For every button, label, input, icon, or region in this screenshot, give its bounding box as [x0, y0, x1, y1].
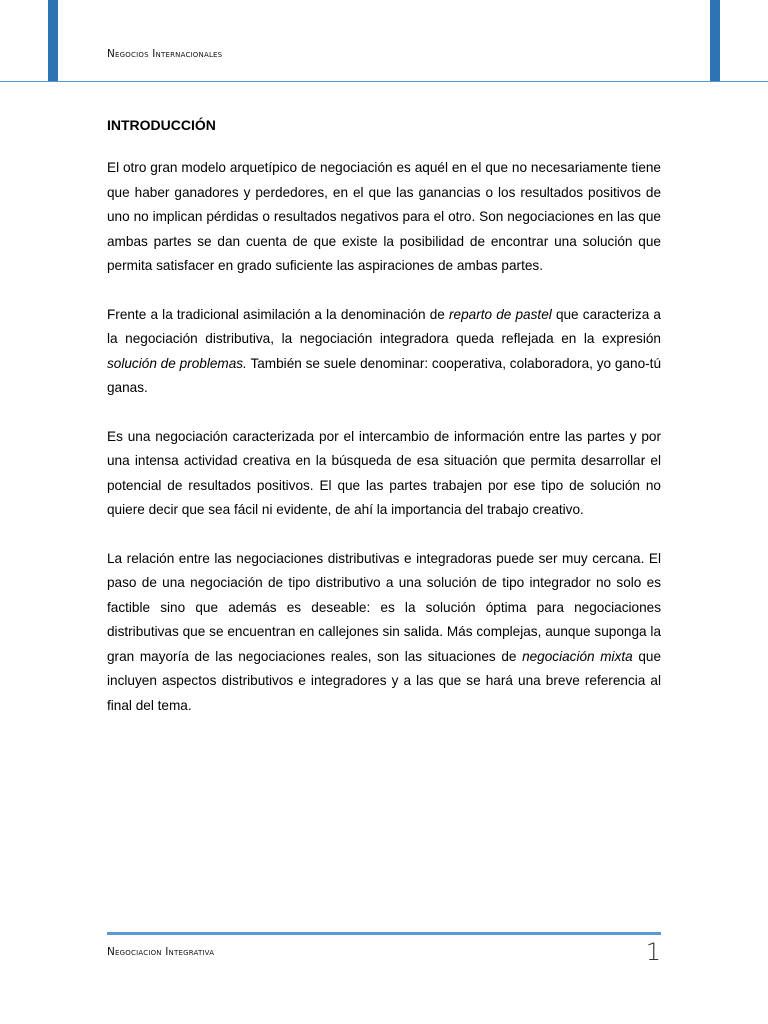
paragraph-3: Es una negociación caracterizada por el intercambio de información entre las partes y por una intensa actividad creativa en la búsqueda de esa situación que permita desarrollar el potencial de resultados positivos. El que las partes trabajen por ese tipo de solución no quiere decir que sea fácil ni evidente, de ahí la importancia del trabajo creativo. — [107, 428, 661, 517]
footer-title: Negociacion Integrativa — [107, 946, 215, 958]
paragraph-2-text-b: que caracteriza a la negociación distributiva, la negociación integradora queda reflejada en la expresión — [107, 306, 661, 346]
header-right-accent-bar — [710, 0, 720, 82]
section-heading: INTRODUCCIÓN — [107, 117, 216, 133]
paragraph-4-italic: negociación mixta — [522, 648, 633, 664]
header-divider — [0, 81, 768, 82]
paragraph-2-text-c: También se suele denominar: cooperativa, colaboradora, yo gano-tú ganas. — [107, 355, 662, 395]
paragraph-2 — [107, 303, 661, 401]
document-body — [107, 116, 661, 742]
paragraph-4 — [107, 547, 661, 719]
header-left-accent-bar — [48, 0, 58, 82]
header-title: Negocios Internacionales — [107, 48, 223, 60]
paragraph-4-text-a: La relación entre las negociaciones distributivas e integradoras puede ser muy cercana. El paso de una negociación de tipo distributivo a una solución de tipo integrador no solo es factible sino que además es deseable: es la solución óptima para negociaciones distributivas que se encuentran en callejones sin salida. Más complejas, aunque suponga la gran mayoría de las negociaciones reales, son las situaciones de — [107, 550, 661, 664]
paragraph-2-italic-b: solución de problemas. — [107, 355, 247, 371]
paragraph-2-italic-a: reparto de pastel — [448, 306, 552, 322]
page-number: 1 — [645, 938, 661, 966]
paragraph-2-text-a: Frente a la tradicional asimilación a la denominación de — [107, 306, 449, 322]
paragraph-1: El otro gran modelo arquetípico de negociación es aquél en el que no necesariamente tiene que haber ganadores y perdedores, en el que las ganancias o los resultados positivos de uno no implican pérdidas o resultados negativos para el otro. Son negociaciones en las que ambas partes se dan cuenta de que existe la posibilidad de encontrar una solución que permita satisfacer en grado suficiente las aspiraciones de ambas partes. — [107, 160, 661, 273]
paragraph-4-text-b: que incluyen aspectos distributivos e integradores y a las que se hará una breve referencia al final del tema. — [107, 648, 662, 713]
footer-divider — [107, 932, 661, 935]
